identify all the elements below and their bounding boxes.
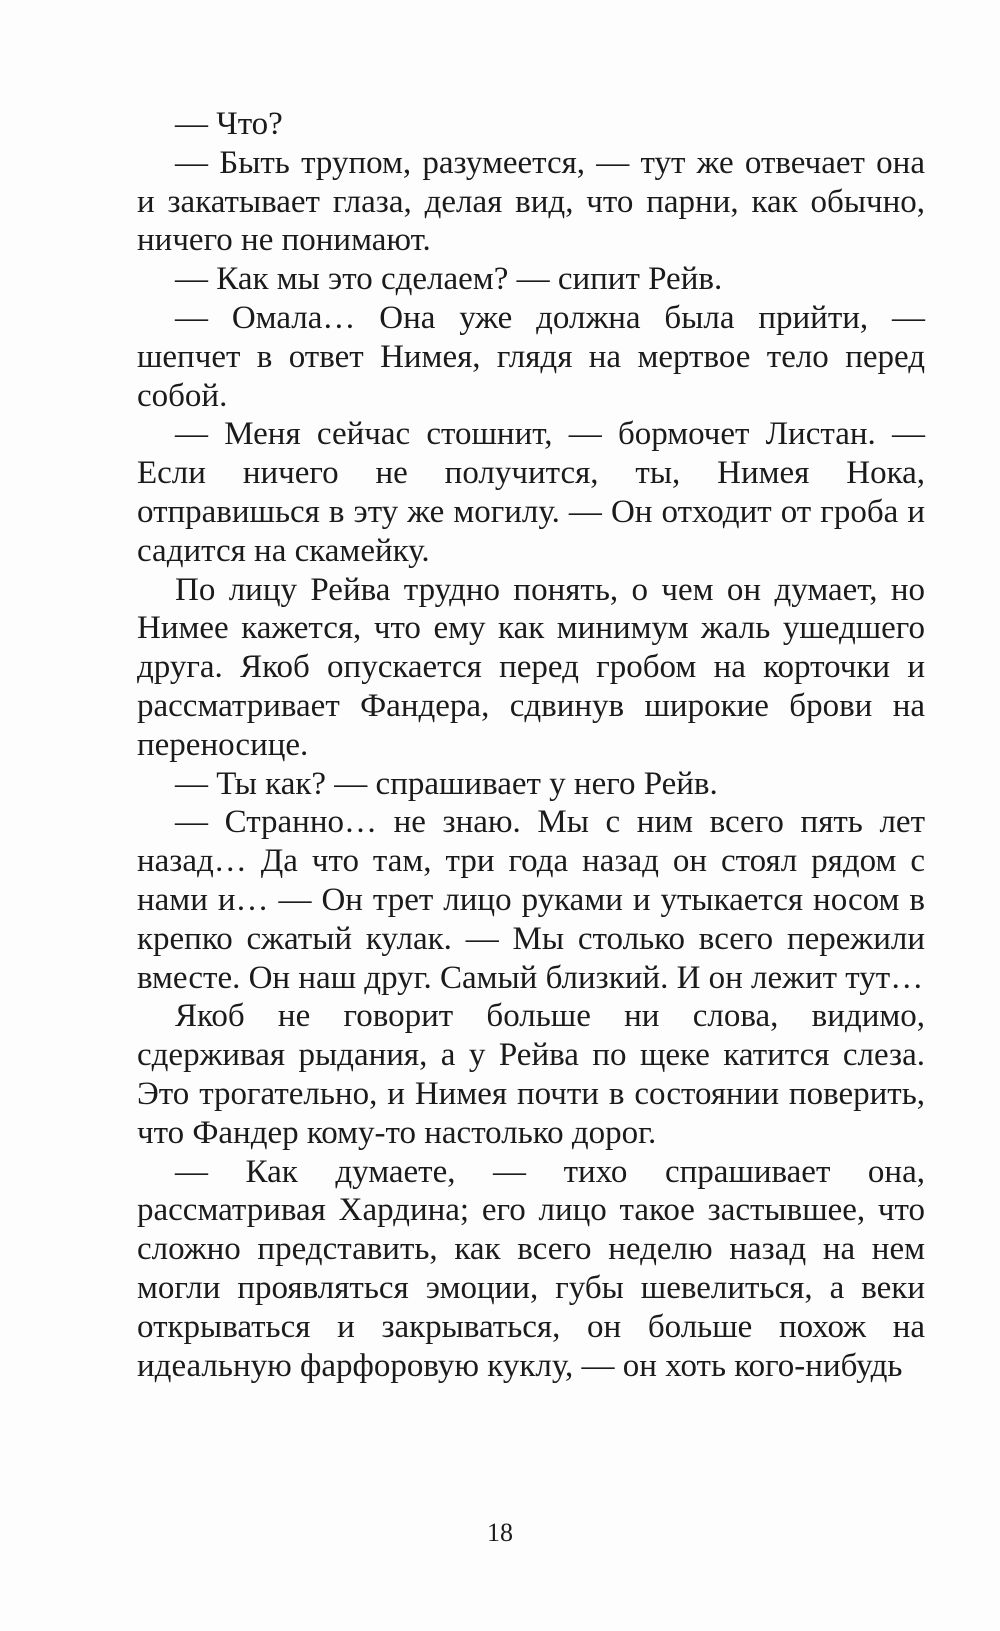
paragraph: — Как думаете, — тихо спрашивает она, рассматривая Хардина; его лицо такое застывшее, что сложно представить, как всего неделю назад на нем могли проявляться эмоции, губы шевелиться, а веки открываться и закрываться, он больше похож на идеальную фарфоровую куклу, — он хоть кого-нибудь <box>137 1153 925 1384</box>
page-text <box>137 105 925 1385</box>
paragraph: — Что? <box>175 106 283 142</box>
paragraph: — Меня сейчас стошнит, — бормочет Листан. — Если ничего не получится, ты, Нимея Нока, отправишься в эту же могилу. — Он отходит от гроба и садится на скамейку. <box>137 416 925 569</box>
paragraph: — Как мы это сделаем? — сипит Рейв. <box>175 261 723 298</box>
page-number: 18 <box>487 1518 513 1547</box>
paragraph: Якоб не говорит больше ни слова, видимо, сдерживая рыдания, а у Рейва по щеке катится слеза. Это трогательно, и Нимея почти в состоянии поверить, что Фандер кому-то настолько дорог. <box>137 998 925 1151</box>
paragraph: — Быть трупом, разумеется, — тут же отвечает она и закатывает глаза, делая вид, что парни, как обычно, ничего не понимают. <box>137 144 925 259</box>
paragraph: — Омала… Она уже должна была прийти, — шепчет в ответ Нимея, глядя на мертвое тело перед собой. <box>137 299 925 414</box>
paragraph: — Странно… не знаю. Мы с ним всего пять лет назад… Да что там, три года назад он стоял рядом с нами и… — Он трет лицо руками и утыкается носом в крепко сжатый кулак. — Мы столько всего пережили вместе. Он наш друг. Самый близкий. И он лежит тут… <box>137 804 925 996</box>
paragraph: По лицу Рейва трудно понять, о чем он думает, но Нимее кажется, что ему как минимум жаль ушедшего друга. Якоб опускается перед гробом на корточки и рассматривает Фандера, сдвинув широкие брови на переносице. <box>137 571 925 763</box>
paragraph: — Ты как? — спрашивает у него Рейв. <box>175 765 718 802</box>
